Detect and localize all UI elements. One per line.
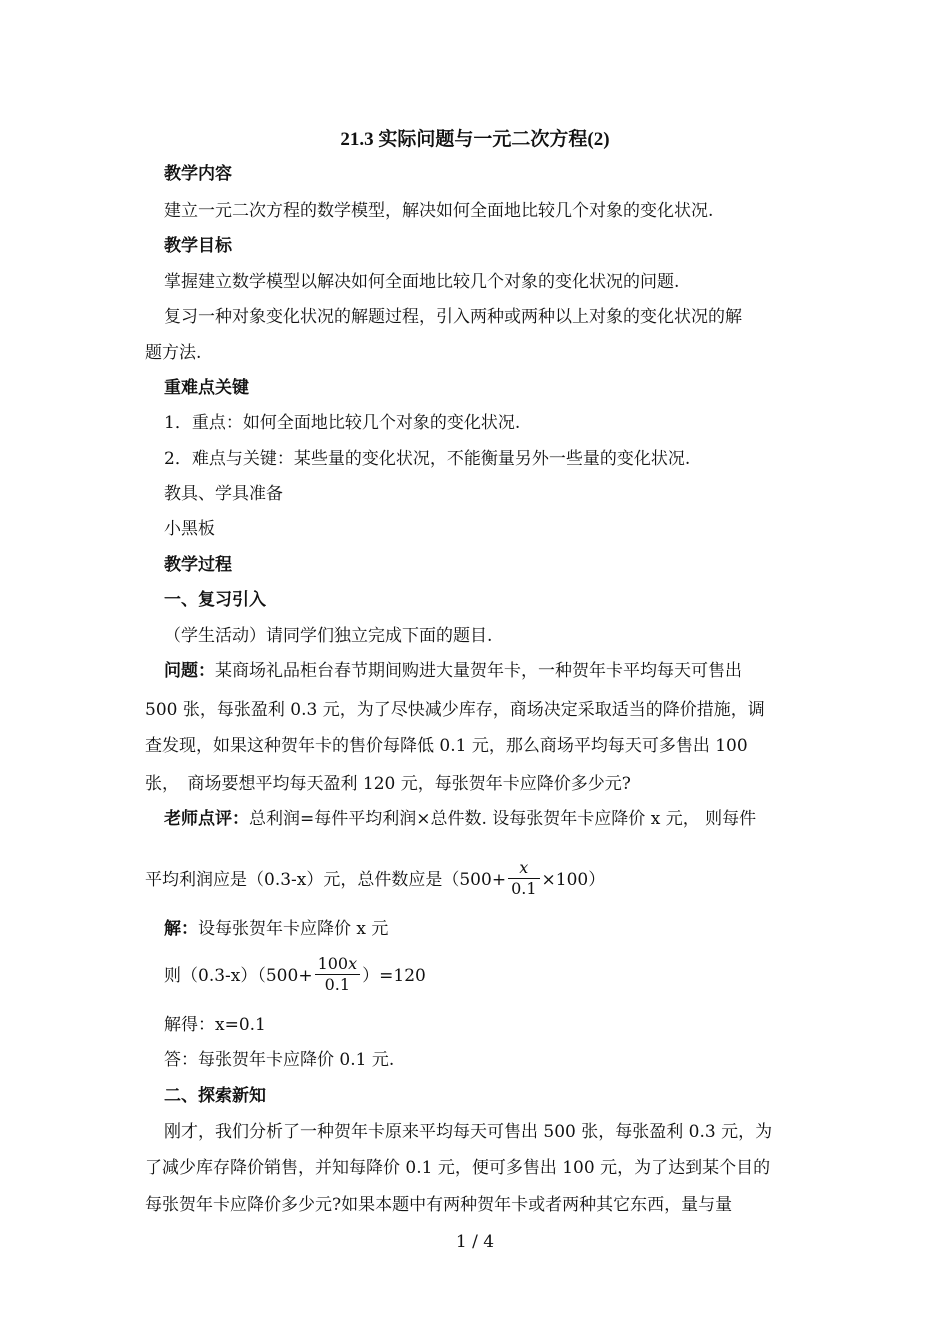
comment-text-2-pre: 平均利润应是（0.3-x）元，总件数应是（500+ bbox=[145, 870, 507, 890]
fraction-denominator: 0.1 bbox=[511, 879, 537, 898]
problem-line-1 bbox=[164, 659, 829, 683]
key-point-1: 1．重点：如何全面地比较几个对象的变化状况. bbox=[164, 413, 521, 433]
fraction-x-over-0.1 bbox=[508, 858, 539, 899]
key-heading: 重难点关键 bbox=[164, 378, 249, 398]
tools-heading: 教具、学具准备 bbox=[164, 484, 283, 504]
fraction-numerator: x bbox=[519, 858, 529, 877]
content-text: 建立一元二次方程的数学模型，解决如何全面地比较几个对象的变化状况. bbox=[164, 201, 714, 221]
comment-line-2 bbox=[145, 858, 810, 902]
fraction-numerator-coef: 100 bbox=[317, 954, 349, 973]
problem-line-4: 张， 商场要想平均每天盈利 120 元，每张贺年卡应降价多少元? bbox=[145, 774, 631, 794]
comment-text-2-post: ×100） bbox=[541, 870, 606, 890]
goal-text-1: 掌握建立数学模型以解决如何全面地比较几个对象的变化状况的问题. bbox=[164, 272, 680, 292]
solution-text-1: 设每张贺年卡应降价 x 元 bbox=[198, 919, 389, 939]
page-separator: / bbox=[472, 1232, 478, 1252]
explore-line-1: 刚才，我们分析了一种贺年卡原来平均每天可售出 500 张，每张盈利 0.3 元，为 bbox=[164, 1122, 773, 1142]
solution-text-2-post: ）=120 bbox=[362, 966, 426, 986]
explore-line-2: 了减少库存降价销售，并知每降价 0.1 元，便可多售出 100 元，为了达到某个目的 bbox=[145, 1158, 771, 1178]
student-activity: （学生活动）请同学们独立完成下面的题目. bbox=[164, 626, 493, 646]
fraction-numerator-var: x bbox=[348, 954, 358, 973]
solution-line-2 bbox=[164, 954, 829, 998]
goal-heading: 教学目标 bbox=[164, 236, 232, 256]
problem-line-2: 500 张，每张盈利 0.3 元，为了尽快减少库存，商场决定采取适当的降价措施，调 bbox=[145, 700, 765, 720]
explore-line-3: 每张贺年卡应降价多少元?如果本题中有两种贺年卡或者两种其它东西，量与量 bbox=[145, 1195, 733, 1215]
goal-text-2b: 题方法. bbox=[145, 343, 202, 363]
page-total: 4 bbox=[483, 1232, 495, 1252]
fraction-denominator: 0.1 bbox=[324, 975, 351, 994]
fraction-100x-over-0.1 bbox=[315, 954, 361, 995]
page-title: 21.3 实际问题与一元二次方程(2) bbox=[340, 129, 610, 150]
solve-text: 解得：x=0.1 bbox=[164, 1015, 266, 1035]
page-current: 1 bbox=[455, 1232, 467, 1252]
problem-label: 问题： bbox=[164, 661, 215, 681]
problem-text-1: 某商场礼品柜台春节期间购进大量贺年卡，一种贺年卡平均每天可售出 bbox=[215, 661, 742, 681]
solution-line-1 bbox=[164, 917, 829, 941]
solution-label: 解： bbox=[164, 919, 198, 939]
answer-text: 答：每张贺年卡应降价 0.1 元. bbox=[164, 1050, 395, 1070]
process-heading: 教学过程 bbox=[164, 555, 232, 575]
comment-line-1 bbox=[164, 807, 829, 831]
page-number bbox=[0, 1232, 950, 1252]
content-heading: 教学内容 bbox=[164, 164, 232, 184]
problem-line-3: 查发现，如果这种贺年卡的售价每降低 0.1 元，那么商场平均每天可多售出 100 bbox=[145, 736, 748, 756]
key-point-2: 2．难点与关键：某些量的变化状况，不能衡量另外一些量的变化状况. bbox=[164, 449, 691, 469]
comment-text-1: 总利润=每件平均利润×总件数. 设每张贺年卡应降价 x 元， 则每件 bbox=[249, 809, 757, 829]
explore-heading: 二、探索新知 bbox=[164, 1086, 266, 1106]
comment-label: 老师点评： bbox=[164, 809, 249, 829]
tools-text: 小黑板 bbox=[164, 519, 215, 539]
goal-text-2a: 复习一种对象变化状况的解题过程，引入两种或两种以上对象的变化状况的解 bbox=[164, 307, 742, 327]
review-heading: 一、复习引入 bbox=[164, 590, 266, 610]
solution-text-2-pre: 则（0.3-x）（500+ bbox=[164, 966, 313, 986]
